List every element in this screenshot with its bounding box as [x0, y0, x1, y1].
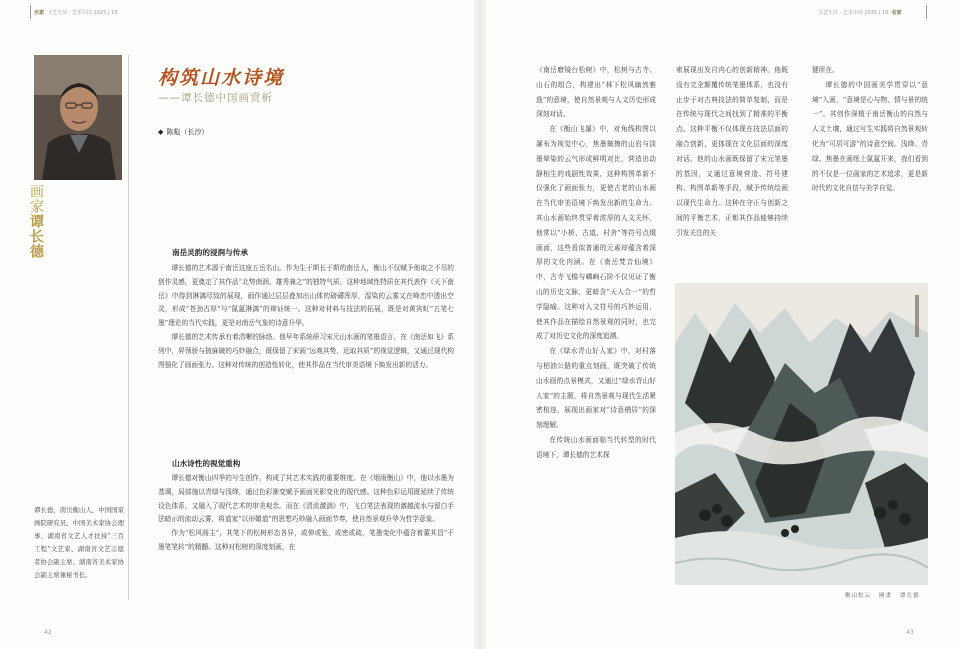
- caption-artist: 谭长德: [900, 593, 920, 599]
- left-header-text: 文艺生活 · 艺术中国 2025 | 10: [47, 10, 118, 16]
- section-heading-2: 山水诗性的视觉重构: [172, 459, 241, 468]
- paragraph: 谭长德的中国画美学贯穿以“意境”入画，“意境是心与物、情与景的统一”。其创作深植于南岳衡山的自然与人文土壤，通过写生实践将自然景观转化为“可居可游”的诗意空间。浅绛、青绿、焦墨在画纸上氤氲开来，我们看到的不仅是一位画家的艺术追求，更是新时代的文化自信与美学自觉。: [812, 80, 928, 193]
- article-title: 构筑山水诗境: [158, 67, 285, 89]
- paragraph: 在《绿水青山好人家》中，对村落与柏油公路的重点刻画，既突破了传统山水画的点景模式，又通过“绿水青山好人家”的主题，将自然景观与现代生活紧密相连，展现出画家对“诗意栖居”的深刻理解。: [536, 347, 656, 430]
- caption-medium: 國畫: [879, 593, 893, 599]
- artist-portrait: [34, 55, 122, 180]
- left-header-tag: 名家: [34, 10, 45, 16]
- section-heading-1: 南岳灵韵的浸润与传承: [172, 248, 248, 257]
- author-name: 陈彪（长沙）: [166, 128, 209, 136]
- sidebar-divider: [128, 55, 129, 600]
- caption-title: 衡山松云: [845, 593, 872, 599]
- right-column-2: [676, 63, 788, 241]
- left-page-number: 42: [44, 629, 52, 636]
- right-column-3: [812, 63, 928, 196]
- right-header-tag: 名家: [891, 10, 902, 16]
- paragraph: 谭长德的艺术源于南岳这座五岳名山。作为生于斯长于斯的南岳人，衡山不仅赋予他取之不尽的创作灵感，更奠定了其作品“北势南润、雄秀兼之”的独特气质。这种地域性特质在其代表作《天下南岳》中得到淋漓尽致的展现，画作通过层层叠加出山体的磅礴浑厚，湿染的云雾又在峰峦中透出空灵，形成“苍劲古厚”与“氤氲淋漓”的辩证统一。这种对材料与技法的拓展，既是对黄宾虹“五笔七墨”理论的当代实践，更是对南岳气象的诗意升华。: [158, 264, 454, 328]
- article-subtitle: ——谭长德中国画赏析: [158, 92, 273, 104]
- portrait-illustration: [34, 55, 122, 180]
- painting-illustration: [675, 283, 928, 585]
- paragraph: 《南岳磨镜台松树》中，松树与古寺、山石的组合，构建出“林下松风幽然雅逸”的意境，使自然景观与人文历史形成深刻对话。: [536, 66, 656, 119]
- paragraph: 作为“松风阁主”，其笔下的松树形态各异，或伸或张，或密或疏，笔墨变化中蕴含着董其昌“干墨笔笔转”的精髓。这种对松树的深度刻画，在: [158, 529, 454, 551]
- vertical-title-prefix: 画家: [28, 184, 44, 214]
- artist-bio: 谭长德，南岳衡山人，中国国家画院研究员、中国美术家协会理事、湖南省文艺人才扶持“三百工程”文艺家、湖南省文艺志愿者协会副主席、湖南省美术家协会副主席兼秘书长。: [34, 506, 124, 579]
- left-header-rule: [30, 5, 31, 19]
- section-1-body: [158, 262, 454, 372]
- vertical-title: [28, 184, 46, 259]
- vertical-title-name: 谭长德: [28, 214, 44, 259]
- author-line: [158, 127, 211, 137]
- right-header: [818, 9, 902, 16]
- right-header-text: 文艺生活 · 艺术中国 2025 | 10: [818, 10, 889, 16]
- section-2-body: [158, 472, 454, 555]
- right-header-rule: [926, 5, 927, 19]
- paragraph: 在《衡山飞瀑》中，对角线构图以瀑布为视觉中心，焦墨皴擦的山岩与淡墨晕染的云气形成鲜明对比，营造出动静相生的戏剧性效果。这种构图革新不仅强化了画面张力，更使古老的山水画在当代审美语境下焕发出新的生命力。其山水画始终贯穿着浓厚的人文关怀，他常以“小桥、古道、村舍”等符号点缀画面，这些看似普通的元素却蕴含着深厚的文化内涵。在《南岳梵音仙境》中，古寺飞檐与嶙峋石阶不仅见证了衡山的历史文脉，更暗含“天人合一”的哲学隐喻。这种对人文符号的巧妙运用，使其作品在描绘自然景观的同时，也完成了对历史文化的深度追溯。: [536, 125, 656, 341]
- paragraph: 索展现出发自内心的创新精神。他既没有完全颠覆传统笔墨体系，也没有止步于对古典技法的简单复制，而是在传统与现代之间找到了精准的平衡点。这种平衡不仅体现在技法层面的融合创新，更体现在文化层面的深度对话。他的山水画既保留了宋元笔墨的基因，又通过意境营造、符号建构、构图革新等手段，赋予传统绘画以现代生命力。这种在守正与创新之间的平衡艺术，正彰其作品能够持续引发关注的关: [676, 66, 788, 237]
- paragraph: 谭长德对衡山四季的写生创作，构成了其艺术实践的重要维度。在《烟雨衡山》中，他以水墨为基调，局部施以青绿与浅绛，通过色彩渐变赋予画面光影变化的现代感。这种色彩运用既延续了传统设色体系，又融入了现代艺术的审美观念。而在《清流激湍》中，飞白笔法表现的激越流水与留白手法暗示的流动云雾，将道家“以形媚道”的思想巧妙融入画面节奏，使自然景观升华为哲学意象。: [158, 474, 454, 524]
- right-page-number: 43: [906, 629, 914, 636]
- right-column-1: [536, 63, 656, 463]
- paragraph: 键所在。: [812, 66, 839, 74]
- author-marker: ◆: [158, 128, 164, 136]
- painting-caption: [845, 591, 920, 599]
- landscape-painting: [675, 283, 928, 585]
- paragraph: 谭长德的艺术传承有着清晰的脉络。他早年系统研习宋元山水画的笔墨语言，在《南岳如飞》系列中，昇领骄与披麻皴的巧妙融合，既保留了宋画“远观其势，近取其质”的视觉逻辑，又通过现代构图强化了画面张力。这种对传统的创造性转化，使其作品在当代审美语境下焕发出新的活力。: [158, 332, 454, 369]
- left-header: [34, 9, 118, 16]
- page-gutter: [474, 0, 486, 649]
- paragraph: 在传统山水画面临当代转型的时代语境下，谭长德的艺术探: [536, 435, 656, 459]
